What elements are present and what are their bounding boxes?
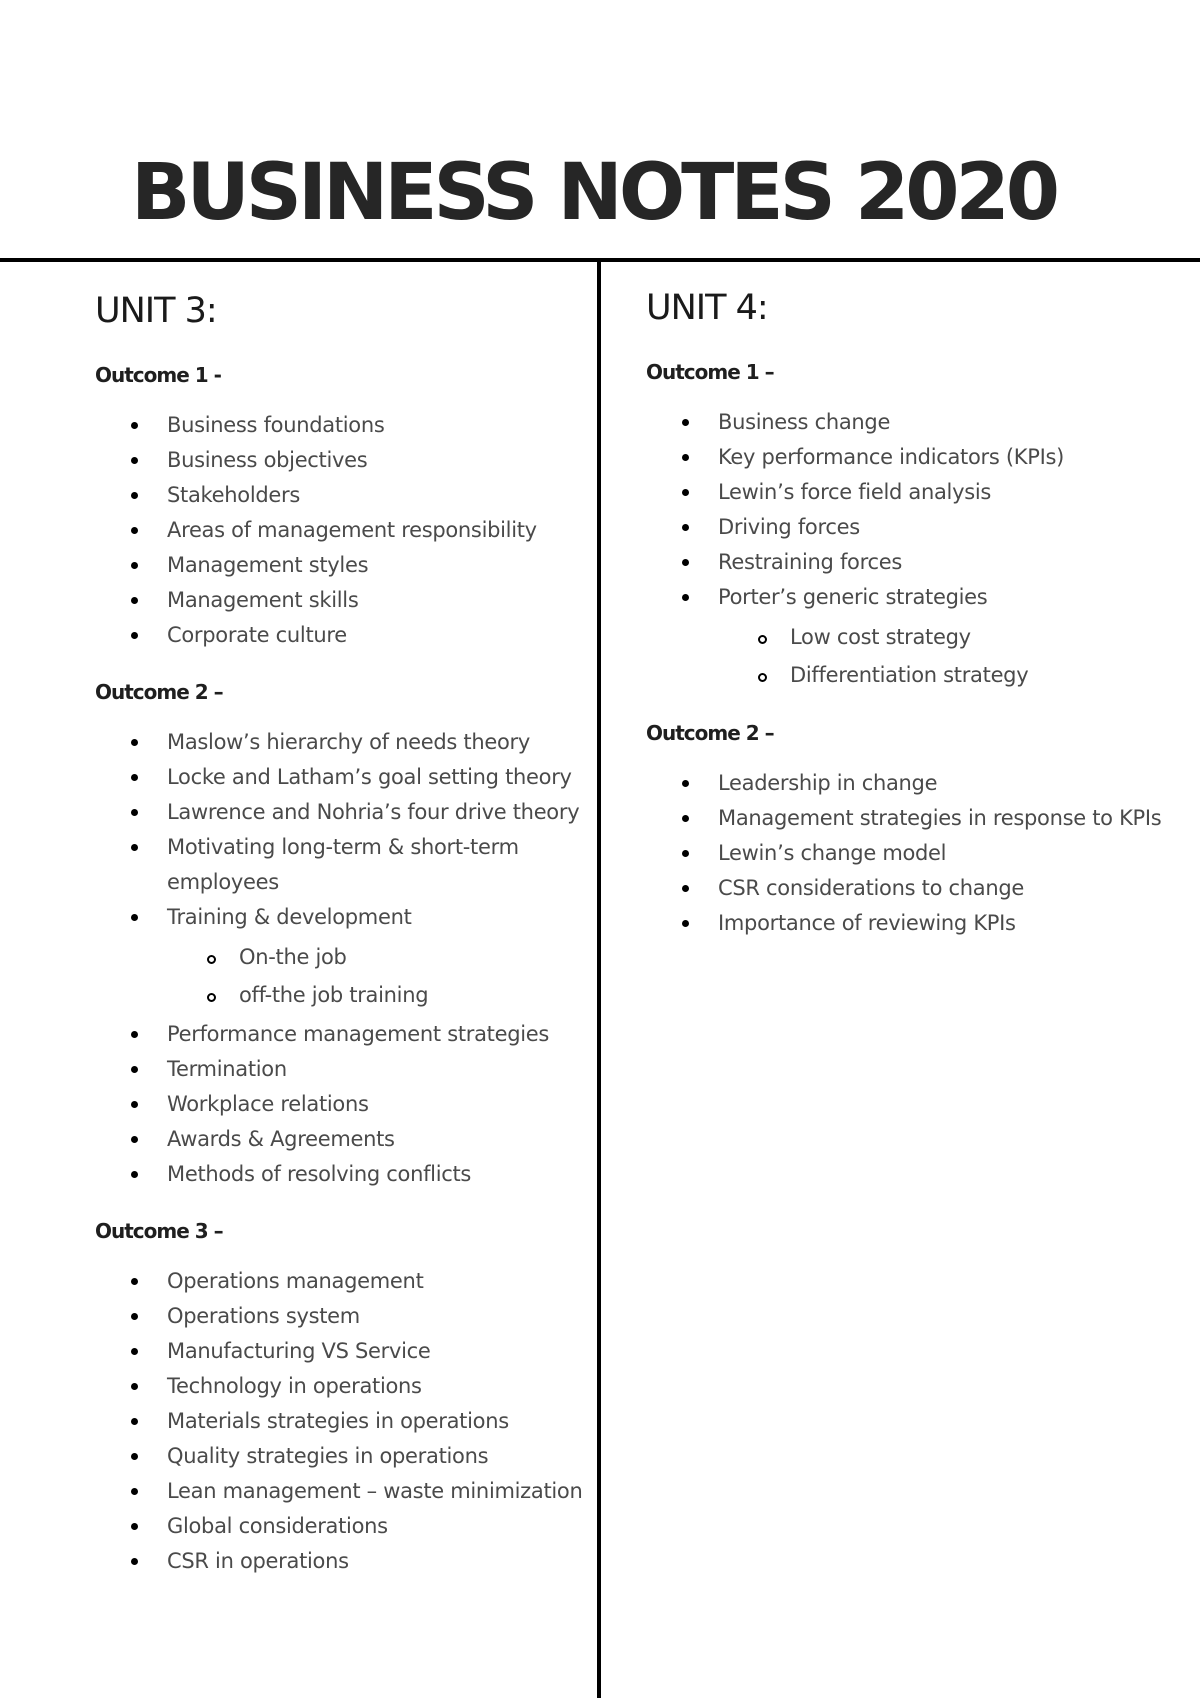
list-item-text: Areas of management responsibility	[167, 518, 537, 542]
list-item-text: Workplace relations	[167, 1092, 369, 1116]
list-item-text: Corporate culture	[167, 623, 347, 647]
bullet-icon	[131, 1453, 138, 1460]
list-item-text: Global considerations	[167, 1514, 388, 1538]
bullet-icon	[682, 920, 689, 927]
bullet-icon	[131, 774, 138, 781]
bullet-icon	[131, 562, 138, 569]
list-item	[646, 871, 1186, 906]
list-item-text: Business change	[718, 410, 891, 434]
bullet-icon	[131, 422, 138, 429]
bullet-icon	[131, 914, 138, 921]
bullet-icon	[131, 1171, 138, 1178]
list-item	[95, 1509, 590, 1544]
bullet-icon	[131, 1313, 138, 1320]
sub-list-item-text: off-the job training	[239, 983, 429, 1007]
list-item	[646, 545, 1186, 580]
list-item	[95, 1157, 590, 1192]
document-title: BUSINESS NOTES 2020	[131, 148, 1057, 238]
list-item-text: Lewin’s change model	[718, 841, 947, 865]
sub-list-item	[718, 618, 1186, 656]
bullet-icon	[131, 809, 138, 816]
outcome-section	[95, 362, 590, 653]
outcome-section	[646, 720, 1186, 941]
bullet-icon	[131, 844, 138, 851]
list-item-text: CSR in operations	[167, 1549, 349, 1573]
circle-bullet-icon	[758, 673, 767, 682]
list-item	[95, 583, 590, 618]
unit-4-heading: UNIT 4:	[646, 288, 768, 328]
sub-list	[718, 618, 1186, 694]
list-item	[95, 1017, 590, 1052]
list-item	[95, 1404, 590, 1439]
list-item-text: Performance management strategies	[167, 1022, 550, 1046]
bullet-icon	[131, 1418, 138, 1425]
list-item-text: Key performance indicators (KPIs)	[718, 445, 1065, 469]
bullet-icon	[682, 419, 689, 426]
bullet-icon	[131, 1101, 138, 1108]
list-item-text: Driving forces	[718, 515, 860, 539]
bullet-icon	[131, 1278, 138, 1285]
list-item	[646, 475, 1186, 510]
bullet-icon	[131, 1136, 138, 1143]
list-item	[646, 836, 1186, 871]
list-item-text: Training & development	[167, 905, 412, 929]
list-item-text: Importance of reviewing KPIs	[718, 911, 1016, 935]
circle-bullet-icon	[758, 635, 767, 644]
outcome-section	[646, 359, 1186, 694]
unit-3-outcomes	[95, 362, 590, 1579]
outcome-topic-list	[646, 766, 1186, 941]
list-item-text: CSR considerations to change	[718, 876, 1024, 900]
bullet-icon	[682, 559, 689, 566]
list-item	[95, 408, 590, 443]
bullet-icon	[131, 1558, 138, 1565]
list-item	[95, 1334, 590, 1369]
list-item-text: Management styles	[167, 553, 369, 577]
list-item	[646, 510, 1186, 545]
unit-3-heading: UNIT 3:	[95, 291, 217, 331]
list-item	[95, 830, 590, 900]
list-item-text: Lawrence and Nohria’s four drive theory	[167, 800, 580, 824]
list-item	[95, 443, 590, 478]
list-item-text: Awards & Agreements	[167, 1127, 395, 1151]
bullet-icon	[131, 1523, 138, 1530]
list-item	[95, 1439, 590, 1474]
list-item-text: Lean management – waste minimization	[167, 1479, 583, 1503]
list-item	[95, 1122, 590, 1157]
outcome-heading: Outcome 2 –	[646, 721, 774, 745]
list-item	[95, 1299, 590, 1334]
outcome-topic-list	[646, 405, 1186, 694]
list-item	[95, 478, 590, 513]
list-item	[646, 580, 1186, 694]
list-item-text: Business objectives	[167, 448, 368, 472]
bullet-icon	[682, 454, 689, 461]
bullet-icon	[682, 780, 689, 787]
list-item	[95, 1264, 590, 1299]
list-item	[95, 1087, 590, 1122]
list-item-text: Operations system	[167, 1304, 360, 1328]
sub-list-item-text: Low cost strategy	[790, 625, 971, 649]
list-item	[646, 906, 1186, 941]
list-item-text: Manufacturing VS Service	[167, 1339, 431, 1363]
column-divider	[597, 258, 601, 1698]
list-item-text: Porter’s generic strategies	[718, 585, 988, 609]
list-item-text: Operations management	[167, 1269, 424, 1293]
unit-4-outcomes	[646, 359, 1186, 941]
list-item-text: Technology in operations	[167, 1374, 422, 1398]
list-item-text: Business foundations	[167, 413, 385, 437]
list-item	[95, 725, 590, 760]
outcome-heading: Outcome 1 –	[646, 360, 774, 384]
bullet-icon	[682, 524, 689, 531]
list-item-text: Leadership in change	[718, 771, 938, 795]
outcome-topic-list	[95, 408, 590, 653]
outcome-section	[95, 1218, 590, 1579]
sub-list-item	[718, 656, 1186, 694]
sub-list-item-text: Differentiation strategy	[790, 663, 1029, 687]
bullet-icon	[131, 1348, 138, 1355]
sub-list-item-text: On-the job	[239, 945, 347, 969]
bullet-icon	[131, 1031, 138, 1038]
list-item	[646, 405, 1186, 440]
outcome-heading: Outcome 3 –	[95, 1219, 223, 1243]
list-item-text: Motivating long-term & short-term employees	[167, 835, 519, 894]
list-item	[95, 760, 590, 795]
list-item	[95, 548, 590, 583]
list-item-text: Management strategies in response to KPIs	[718, 806, 1162, 830]
circle-bullet-icon	[207, 955, 216, 964]
bullet-icon	[682, 885, 689, 892]
outcome-topic-list	[95, 725, 590, 1192]
list-item-text: Stakeholders	[167, 483, 300, 507]
list-item-text: Management skills	[167, 588, 359, 612]
bullet-icon	[682, 815, 689, 822]
bullet-icon	[131, 1383, 138, 1390]
sub-list-item	[167, 938, 590, 976]
list-item	[95, 795, 590, 830]
list-item	[95, 1052, 590, 1087]
list-item-text: Materials strategies in operations	[167, 1409, 509, 1433]
list-item	[95, 1369, 590, 1404]
list-item	[95, 618, 590, 653]
list-item	[95, 900, 590, 1014]
list-item-text: Lewin’s force field analysis	[718, 480, 992, 504]
outcome-heading: Outcome 1 -	[95, 363, 221, 387]
list-item-text: Quality strategies in operations	[167, 1444, 489, 1468]
list-item	[95, 513, 590, 548]
bullet-icon	[131, 1488, 138, 1495]
outcome-topic-list	[95, 1264, 590, 1579]
unit-3-column	[95, 290, 590, 1605]
bullet-icon	[682, 489, 689, 496]
bullet-icon	[131, 457, 138, 464]
bullet-icon	[131, 527, 138, 534]
list-item-text: Locke and Latham’s goal setting theory	[167, 765, 572, 789]
outcome-section	[95, 679, 590, 1192]
outcome-heading: Outcome 2 –	[95, 680, 223, 704]
bullet-icon	[131, 1066, 138, 1073]
circle-bullet-icon	[207, 993, 216, 1002]
list-item	[95, 1544, 590, 1579]
list-item-text: Methods of resolving conflicts	[167, 1162, 472, 1186]
bullet-icon	[131, 597, 138, 604]
list-item-text: Termination	[167, 1057, 287, 1081]
bullet-icon	[682, 594, 689, 601]
bullet-icon	[131, 632, 138, 639]
list-item-text: Restraining forces	[718, 550, 902, 574]
list-item	[646, 766, 1186, 801]
unit-4-column	[646, 287, 1186, 967]
bullet-icon	[131, 492, 138, 499]
list-item	[95, 1474, 590, 1509]
list-item	[646, 440, 1186, 475]
sub-list	[167, 938, 590, 1014]
sub-list-item	[167, 976, 590, 1014]
list-item-text: Maslow’s hierarchy of needs theory	[167, 730, 530, 754]
list-item	[646, 801, 1186, 836]
bullet-icon	[682, 850, 689, 857]
bullet-icon	[131, 739, 138, 746]
